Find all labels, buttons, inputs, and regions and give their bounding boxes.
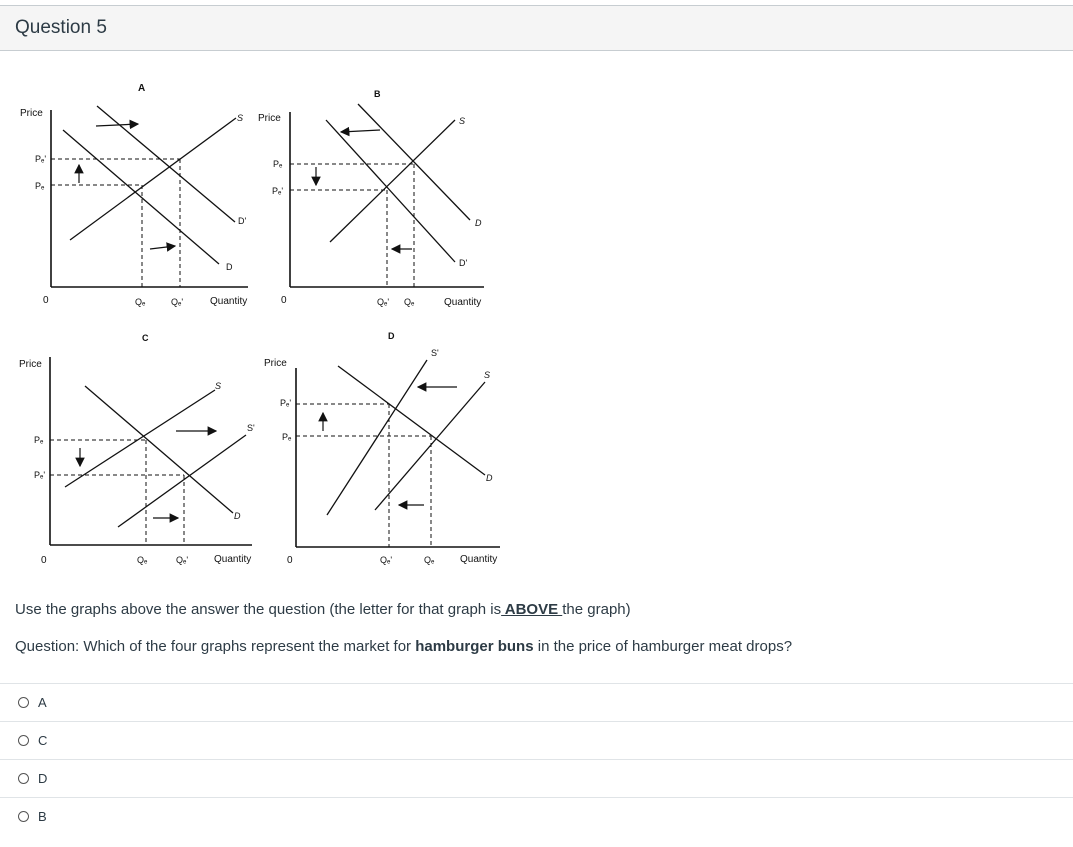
graph-b-supply-line (330, 120, 455, 242)
graph-b-letter: B (374, 89, 381, 99)
graph-a-price-top: Pₑ' (35, 154, 47, 164)
radio-button-icon[interactable] (18, 811, 29, 822)
answer-option-a[interactable] (0, 683, 1073, 721)
answer-label: D (38, 771, 48, 786)
graph-b-demand-shift-arrow (341, 130, 380, 132)
graph-a-demand-label: D (226, 262, 233, 272)
graph-d (264, 331, 500, 566)
graph-a-origin: 0 (43, 295, 49, 306)
graph-a-new-demand-label: D' (238, 216, 247, 226)
graph-d-demand-label: D (486, 473, 493, 483)
graph-a (20, 83, 248, 307)
graph-c-price-label: Price (19, 359, 42, 370)
graph-b-q-right: Qₑ (404, 297, 415, 307)
graph-a-demand-line (63, 130, 219, 264)
answer-option-b[interactable] (0, 797, 1073, 835)
graph-d-origin: 0 (287, 555, 293, 566)
instruction-main: Use the graphs above the answer the question (the letter for that graph is (15, 601, 502, 618)
graph-c-supply-label: S (215, 381, 222, 391)
graph-a-supply-line (70, 118, 236, 240)
graph-b-quantity-label: Quantity (444, 297, 482, 308)
graph-a-letter: A (138, 83, 146, 94)
graph-b-origin: 0 (281, 295, 287, 306)
graph-a-quantity-label: Quantity (210, 296, 248, 307)
graph-a-price-label: Price (20, 108, 43, 119)
radio-button-icon[interactable] (18, 735, 29, 746)
radio-button-icon[interactable] (18, 697, 29, 708)
graph-c-new-supply-line (118, 435, 246, 527)
graph-c-supply-line (65, 390, 215, 487)
graph-d-letter: D (388, 331, 395, 341)
question-text (15, 638, 792, 655)
graph-c-price-top: Pₑ (34, 435, 44, 445)
graph-d-q-left: Qₑ' (380, 555, 393, 565)
graph-d-new-supply-label: S' (431, 348, 439, 358)
answer-list (0, 683, 1073, 835)
graph-d-demand-line (338, 366, 485, 475)
graph-c-quantity-label: Quantity (214, 554, 252, 565)
question-title: Question 5 (15, 17, 107, 38)
graph-c-q-left: Qₑ (137, 555, 148, 565)
radio-button-icon[interactable] (18, 773, 29, 784)
graph-b-new-demand-label: D' (459, 258, 468, 268)
graph-b-q-left: Qₑ' (377, 297, 390, 307)
graph-c-price-bottom: Pₑ' (34, 470, 46, 480)
instruction-end: the graph) (562, 601, 631, 618)
question-prefix: Question: Which of the four graphs represent the market for (15, 638, 416, 655)
graph-c (19, 333, 255, 566)
graph-a-demand-shift-arrow (96, 124, 138, 126)
graph-a-q-right: Qₑ' (171, 297, 184, 307)
graph-a-supply-label: S (237, 113, 244, 123)
graph-d-new-supply-line (327, 360, 427, 515)
instruction-emphasis: ABOVE (501, 601, 563, 618)
graph-c-q-right: Qₑ' (176, 555, 189, 565)
answer-label: C (38, 733, 48, 748)
graph-c-new-supply-label: S' (247, 423, 255, 433)
question-suffix: in the price of hamburger meat drops? (533, 638, 793, 655)
graph-b-new-demand-line (326, 120, 455, 262)
graph-c-letter: C (142, 333, 149, 343)
graph-d-price-top: Pₑ' (280, 398, 292, 408)
graph-c-demand-line (85, 386, 233, 513)
graph-d-price-bottom: Pₑ (282, 432, 292, 442)
graph-b-price-label: Price (258, 113, 281, 124)
answer-option-d[interactable] (0, 759, 1073, 797)
answer-option-c[interactable] (0, 721, 1073, 759)
graph-d-supply-label: S (484, 370, 491, 380)
question-bold: hamburger buns (415, 638, 534, 655)
instruction-text (15, 601, 631, 618)
graph-d-supply-line (375, 382, 485, 510)
graph-b-price-top: Pₑ (273, 159, 283, 169)
graph-c-demand-label: D (234, 511, 241, 521)
answer-label: A (38, 695, 47, 710)
graph-b-price-bottom: Pₑ' (272, 186, 284, 196)
graph-a-q-left: Qₑ (135, 297, 146, 307)
graph-b-demand-label: D (475, 218, 482, 228)
graph-a-quantity-arrow (150, 246, 175, 249)
answer-label: B (38, 809, 47, 824)
graph-b-supply-label: S (459, 116, 466, 126)
graph-d-price-label: Price (264, 358, 287, 369)
graph-d-quantity-label: Quantity (460, 554, 498, 565)
graph-c-origin: 0 (41, 555, 47, 566)
graph-a-price-bottom: Pₑ (35, 181, 45, 191)
graph-d-q-right: Qₑ (424, 555, 435, 565)
graph-b (258, 89, 484, 308)
